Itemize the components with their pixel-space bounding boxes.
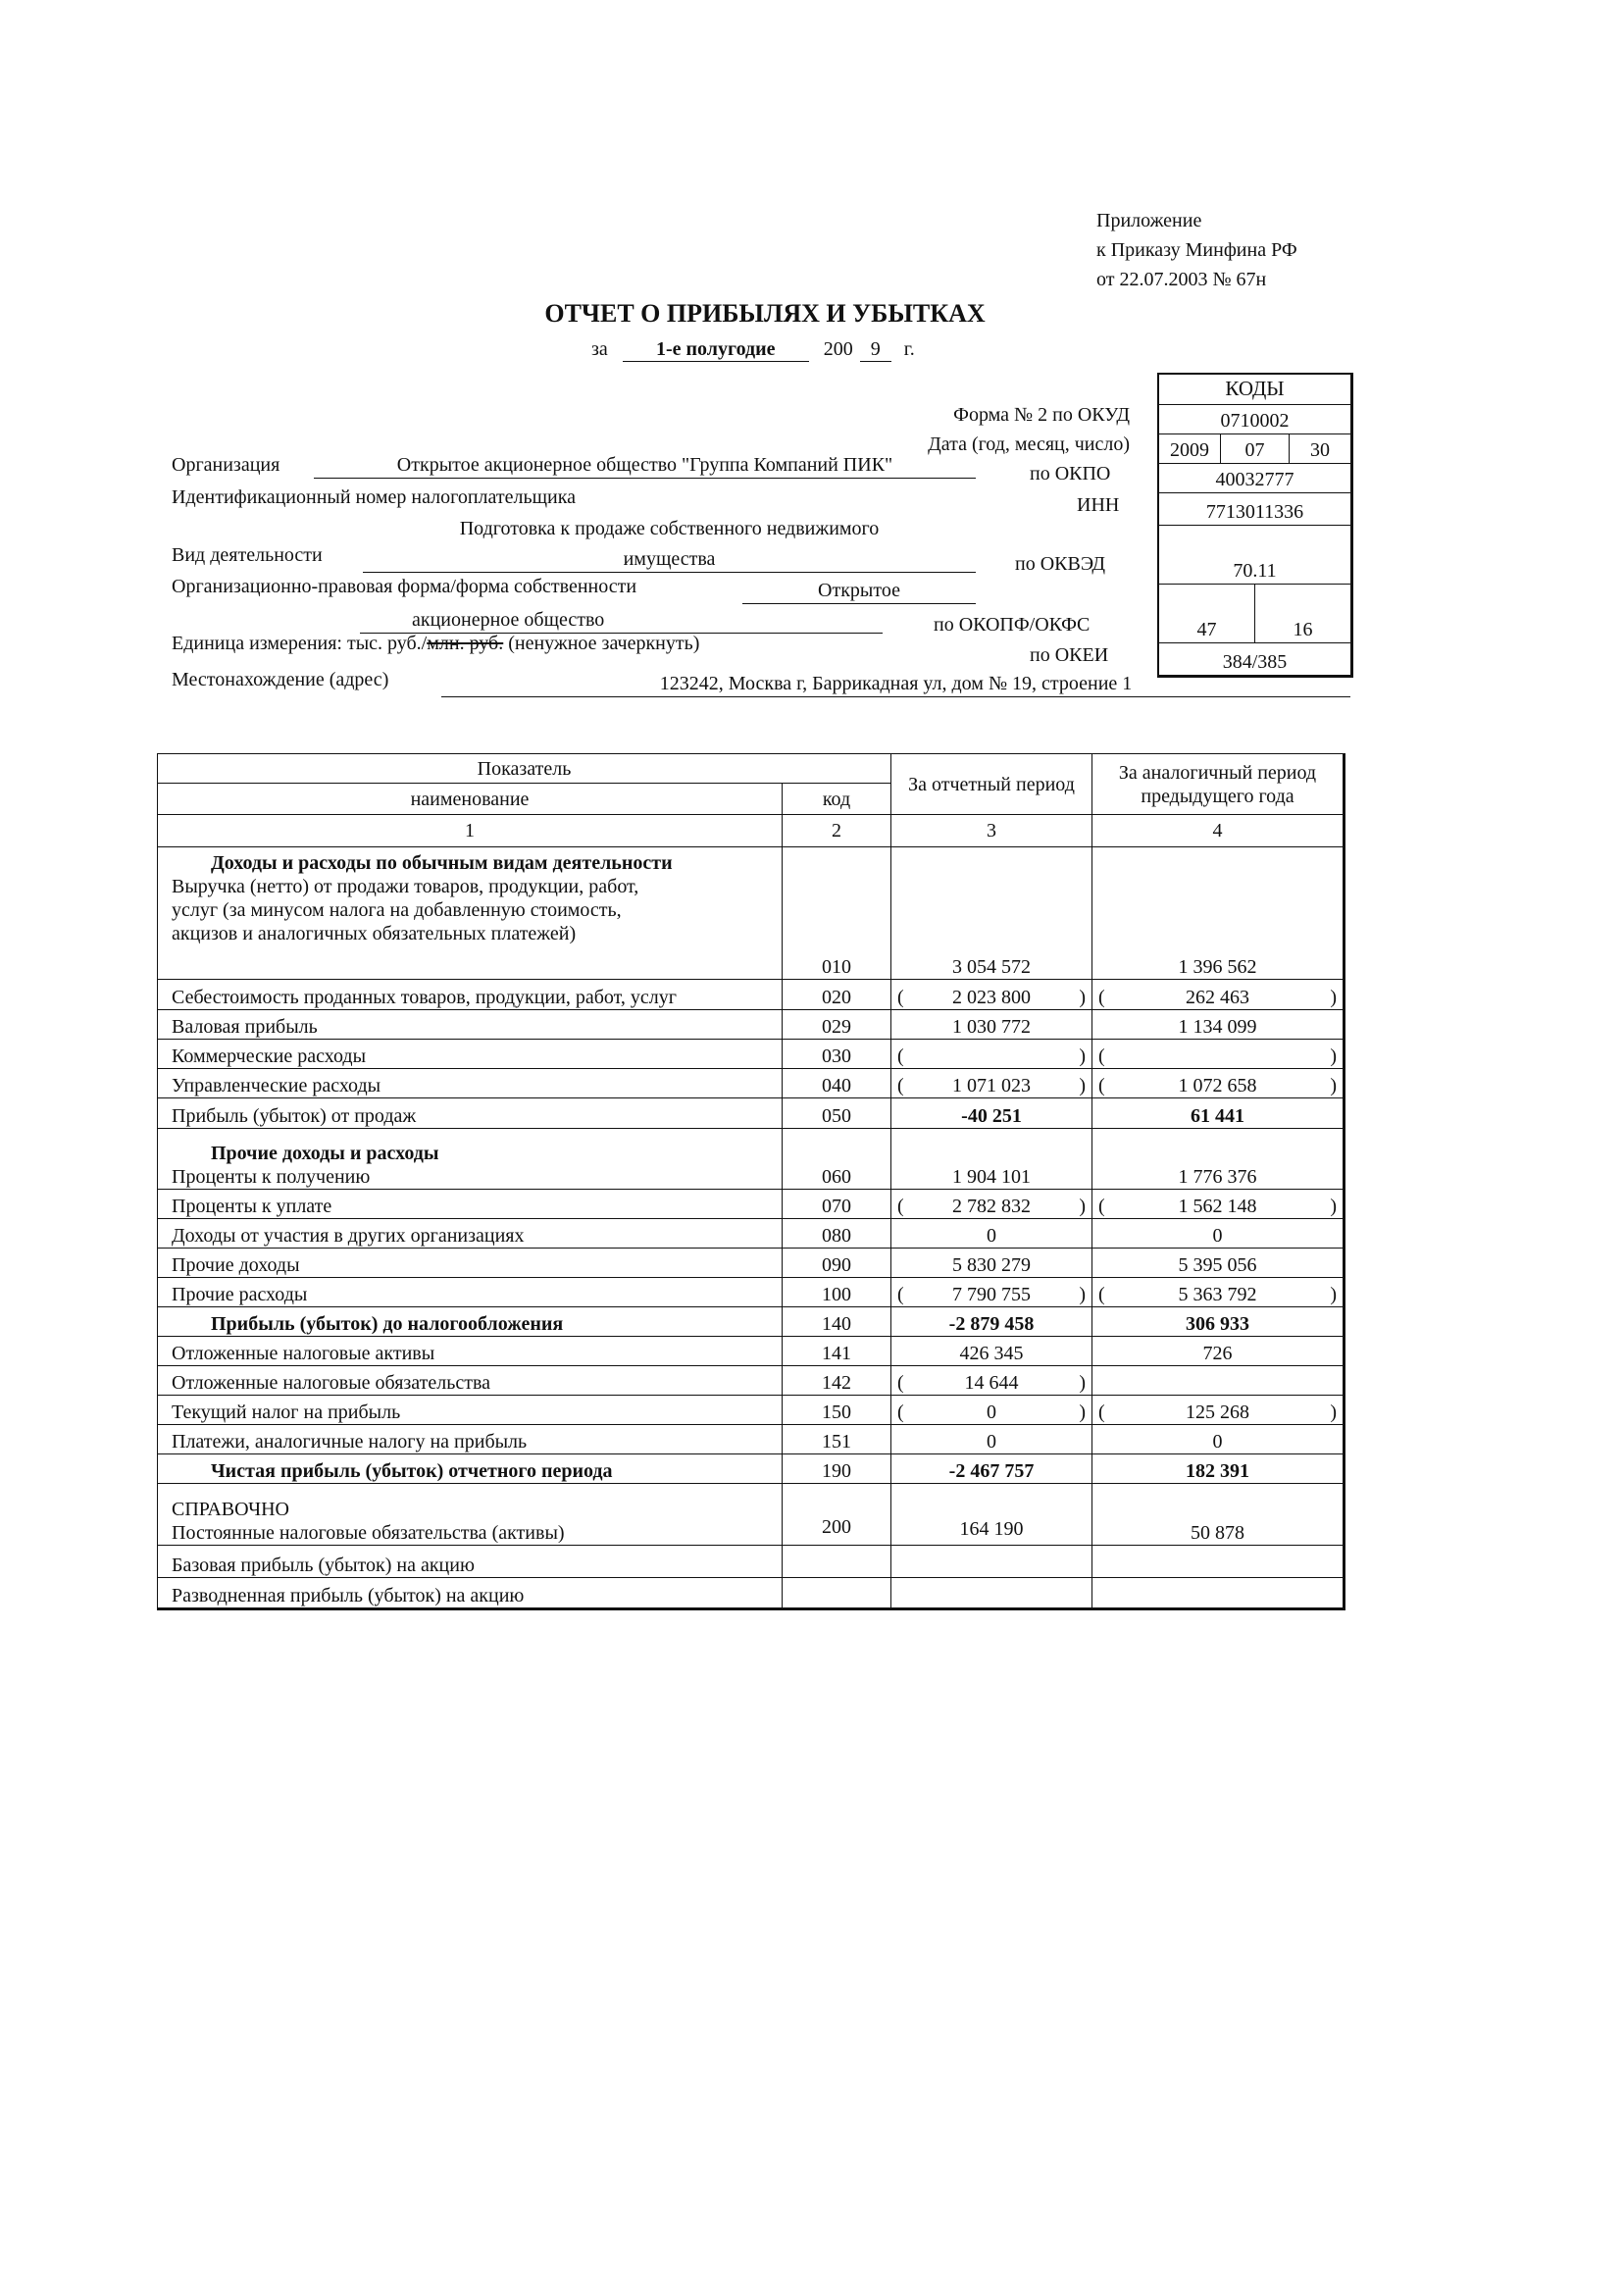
table-row xyxy=(158,1190,1345,1219)
activity-label: Вид деятельности xyxy=(172,544,323,566)
row-current: 3 054 572 xyxy=(891,847,1092,980)
row-current-value: 7 790 755 xyxy=(952,1284,1031,1305)
column-number-4: 4 xyxy=(1092,815,1345,847)
table-column-numbers-row xyxy=(158,815,1345,847)
row-name: Прибыль (убыток) от продаж xyxy=(158,1098,783,1129)
row-code: 151 xyxy=(783,1425,891,1454)
code-okei: 384/385 xyxy=(1222,651,1288,673)
row-previous: 0 xyxy=(1092,1219,1345,1249)
row-name xyxy=(158,847,783,980)
code-okopf: 47 xyxy=(1196,619,1217,640)
row-previous: 61 441 xyxy=(1092,1098,1345,1129)
codes-header-row xyxy=(1159,375,1350,404)
table-row xyxy=(158,1278,1345,1307)
row-previous: 1 134 099 xyxy=(1092,1010,1345,1040)
paren-open: ( xyxy=(897,1075,904,1096)
row-code: 020 xyxy=(783,980,891,1010)
activity-line-2: имущества xyxy=(363,546,976,573)
row-previous xyxy=(1092,1278,1345,1307)
legal-form-label: Организационно-правовая форма/форма собственности xyxy=(172,576,637,597)
paren-open: ( xyxy=(897,1196,904,1217)
paren-open: ( xyxy=(1098,987,1105,1008)
table-header-row xyxy=(158,754,1345,784)
codes-date-row xyxy=(1159,433,1350,463)
row-code: 029 xyxy=(783,1010,891,1040)
row-name: Валовая прибыль xyxy=(158,1010,783,1040)
header-indicator: Показатель xyxy=(158,754,891,784)
row-previous xyxy=(1092,1190,1345,1219)
row-current xyxy=(891,1366,1092,1396)
period-value: 1-е полугодие xyxy=(623,337,809,362)
report-period xyxy=(591,336,915,362)
row-current-value: 1 071 023 xyxy=(952,1075,1031,1096)
paren-close: ) xyxy=(1330,1196,1337,1217)
row-name-line: Проценты к получению xyxy=(172,1166,371,1188)
table-row xyxy=(158,1249,1345,1278)
row-previous xyxy=(1092,1069,1345,1098)
codes-okved-row xyxy=(1159,525,1350,584)
row-current xyxy=(891,1396,1092,1425)
row-name: Прочие расходы xyxy=(158,1278,783,1307)
period-prefix: за xyxy=(591,338,608,360)
row-name: Базовая прибыль (убыток) на акцию xyxy=(158,1546,783,1578)
row-previous xyxy=(1092,980,1345,1010)
row-code: 150 xyxy=(783,1396,891,1425)
report-title: ОТЧЕТ О ПРИБЫЛЯХ И УБЫТКАХ xyxy=(544,299,986,328)
row-code xyxy=(783,1578,891,1609)
code-okved: 70.11 xyxy=(1233,560,1277,582)
row-name-text: Прибыль (убыток) до налогообложения xyxy=(211,1313,564,1335)
column-number-3: 3 xyxy=(891,815,1092,847)
row-current: 426 345 xyxy=(891,1337,1092,1366)
row-code: 050 xyxy=(783,1098,891,1129)
paren-open: ( xyxy=(897,987,904,1008)
paren-open: ( xyxy=(897,1045,904,1067)
row-previous-value: 1 072 658 xyxy=(1178,1075,1257,1096)
codes-inn-row xyxy=(1159,492,1350,525)
table-row xyxy=(158,1307,1345,1337)
row-previous: 0 xyxy=(1092,1425,1345,1454)
appendix-line-3: от 22.07.2003 № 67н xyxy=(1096,269,1267,290)
period-suffix: г. xyxy=(903,338,915,360)
inn-label: ИНН xyxy=(1077,494,1120,516)
row-code: 141 xyxy=(783,1337,891,1366)
paren-close: ) xyxy=(1079,1045,1086,1067)
paren-open: ( xyxy=(1098,1284,1105,1305)
row-code: 070 xyxy=(783,1190,891,1219)
row-current: 164 190 xyxy=(891,1484,1092,1546)
codes-okei-row xyxy=(1159,642,1350,675)
table-row xyxy=(158,1396,1345,1425)
okopf-label: по ОКОПФ/ОКФС xyxy=(934,614,1091,636)
row-name: Доходы от участия в других организациях xyxy=(158,1219,783,1249)
row-previous: 1 776 376 xyxy=(1092,1129,1345,1190)
row-current: 5 830 279 xyxy=(891,1249,1092,1278)
table-row xyxy=(158,1454,1345,1484)
paren-close: ) xyxy=(1330,1075,1337,1096)
row-current: -2 879 458 xyxy=(891,1307,1092,1337)
paren-open: ( xyxy=(1098,1402,1105,1423)
address-value: 123242, Москва г, Баррикадная ул, дом № 19, строение 1 xyxy=(441,671,1350,697)
paren-open: ( xyxy=(897,1402,904,1423)
codes-header: КОДЫ xyxy=(1225,377,1285,400)
row-name: Управленческие расходы xyxy=(158,1069,783,1098)
legal-form-line-2: акционерное общество xyxy=(360,607,883,634)
row-previous-value: 5 363 792 xyxy=(1178,1284,1257,1305)
code-date-year: 2009 xyxy=(1170,439,1209,461)
row-name xyxy=(158,1484,783,1546)
row-previous xyxy=(1092,1396,1345,1425)
row-name: Отложенные налоговые активы xyxy=(158,1337,783,1366)
row-previous: 5 395 056 xyxy=(1092,1249,1345,1278)
row-previous: 726 xyxy=(1092,1337,1345,1366)
paren-close: ) xyxy=(1079,1075,1086,1096)
code-okpo: 40032777 xyxy=(1215,469,1294,490)
row-name-line: акцизов и аналогичных обязательных платежей) xyxy=(172,923,577,944)
table-row xyxy=(158,1040,1345,1069)
paren-close: ) xyxy=(1079,1372,1086,1394)
row-previous xyxy=(1092,1546,1345,1578)
row-name xyxy=(158,1307,783,1337)
row-previous xyxy=(1092,1366,1345,1396)
row-current: 1 030 772 xyxy=(891,1010,1092,1040)
row-previous-value: 125 268 xyxy=(1186,1402,1249,1423)
table-row xyxy=(158,1069,1345,1098)
row-current xyxy=(891,1546,1092,1578)
row-current xyxy=(891,1578,1092,1609)
income-statement-table xyxy=(157,753,1345,1610)
row-code: 142 xyxy=(783,1366,891,1396)
table-row xyxy=(158,1546,1345,1578)
row-code: 060 xyxy=(783,1129,891,1190)
paren-close: ) xyxy=(1079,987,1086,1008)
appendix-line-1: Приложение xyxy=(1096,210,1202,231)
row-code: 140 xyxy=(783,1307,891,1337)
row-name-line: услуг (за минусом налога на добавленную стоимость, xyxy=(172,899,622,921)
appendix-line-2: к Приказу Минфина РФ xyxy=(1096,239,1297,261)
row-current xyxy=(891,980,1092,1010)
table-row xyxy=(158,1484,1345,1546)
row-name: Себестоимость проданных товаров, продукции, работ, услуг xyxy=(158,980,783,1010)
period-year-prefix: 200 xyxy=(823,338,853,360)
organization-label: Организация xyxy=(172,454,280,476)
code-date-month: 07 xyxy=(1220,434,1289,463)
row-name xyxy=(158,1129,783,1190)
row-name-text: Чистая прибыль (убыток) отчетного периода xyxy=(211,1460,613,1482)
table-row xyxy=(158,1010,1345,1040)
row-current-value: 0 xyxy=(987,1402,996,1423)
row-previous: 50 878 xyxy=(1092,1484,1345,1546)
inn-full-label: Идентификационный номер налогоплательщика xyxy=(172,486,577,508)
header-name: наименование xyxy=(158,784,783,815)
period-year-digit: 9 xyxy=(860,337,891,362)
header-code: код xyxy=(783,784,891,815)
paren-open: ( xyxy=(897,1372,904,1394)
column-number-2: 2 xyxy=(783,815,891,847)
row-name xyxy=(158,1454,783,1484)
row-current-value: 2 023 800 xyxy=(952,987,1031,1008)
code-okud: 0710002 xyxy=(1220,410,1290,432)
row-previous: 306 933 xyxy=(1092,1307,1345,1337)
codes-okud-row xyxy=(1159,404,1350,433)
codes-box xyxy=(1157,373,1353,678)
row-code: 010 xyxy=(783,847,891,980)
row-code xyxy=(783,1546,891,1578)
paren-close: ) xyxy=(1079,1402,1086,1423)
row-current xyxy=(891,1040,1092,1069)
paren-close: ) xyxy=(1330,1402,1337,1423)
table-row xyxy=(158,1219,1345,1249)
paren-close: ) xyxy=(1079,1284,1086,1305)
unit-of-measure xyxy=(172,631,699,656)
section-heading: Доходы и расходы по обычным видам деятельности xyxy=(211,852,673,874)
unit-struck: млн. руб. xyxy=(427,633,504,654)
row-current: 0 xyxy=(891,1425,1092,1454)
row-current-value: 2 782 832 xyxy=(952,1196,1031,1217)
okud-label: Форма № 2 по ОКУД xyxy=(953,404,1130,426)
code-okfs: 16 xyxy=(1254,585,1350,642)
row-previous xyxy=(1092,1040,1345,1069)
row-previous: 1 396 562 xyxy=(1092,847,1345,980)
header-current: За отчетный период xyxy=(891,754,1092,815)
row-name: Прочие доходы xyxy=(158,1249,783,1278)
row-current: 0 xyxy=(891,1219,1092,1249)
activity-line-1: Подготовка к продаже собственного недвижимого xyxy=(459,518,880,539)
code-date-day: 30 xyxy=(1289,434,1350,463)
table-row xyxy=(158,1425,1345,1454)
okved-label: по ОКВЭД xyxy=(1015,553,1105,575)
codes-okopf-row xyxy=(1159,584,1350,642)
row-code: 100 xyxy=(783,1278,891,1307)
row-previous: 182 391 xyxy=(1092,1454,1345,1484)
row-code: 030 xyxy=(783,1040,891,1069)
header-previous: За аналогичный период предыдущего года xyxy=(1092,754,1345,815)
legal-form-line-1: Открытое xyxy=(742,578,976,604)
row-current: -40 251 xyxy=(891,1098,1092,1129)
row-code: 040 xyxy=(783,1069,891,1098)
row-name: Текущий налог на прибыль xyxy=(158,1396,783,1425)
row-current xyxy=(891,1069,1092,1098)
row-name: Разводненная прибыль (убыток) на акцию xyxy=(158,1578,783,1609)
column-number-1: 1 xyxy=(158,815,783,847)
unit-prefix: Единица измерения: тыс. руб./ xyxy=(172,633,428,654)
code-inn: 7713011336 xyxy=(1205,501,1304,523)
paren-close: ) xyxy=(1330,1284,1337,1305)
paren-open: ( xyxy=(1098,1045,1105,1067)
row-code: 190 xyxy=(783,1454,891,1484)
row-current: -2 467 757 xyxy=(891,1454,1092,1484)
paren-close: ) xyxy=(1330,987,1337,1008)
paren-close: ) xyxy=(1079,1196,1086,1217)
row-current xyxy=(891,1278,1092,1307)
okei-label: по ОКЕИ xyxy=(1030,644,1109,666)
table-row xyxy=(158,1578,1345,1609)
paren-open: ( xyxy=(1098,1196,1105,1217)
paren-open: ( xyxy=(1098,1075,1105,1096)
unit-suffix: (ненужное зачеркнуть) xyxy=(503,633,700,654)
table-row xyxy=(158,1366,1345,1396)
table-row xyxy=(158,1129,1345,1190)
organization-name: Открытое акционерное общество "Группа Компаний ПИК" xyxy=(314,452,976,479)
row-name: Платежи, аналогичные налогу на прибыль xyxy=(158,1425,783,1454)
row-previous xyxy=(1092,1578,1345,1609)
row-name: Проценты к уплате xyxy=(158,1190,783,1219)
address-label: Местонахождение (адрес) xyxy=(172,669,389,690)
table-row xyxy=(158,1098,1345,1129)
row-name: Коммерческие расходы xyxy=(158,1040,783,1069)
row-name: Отложенные налоговые обязательства xyxy=(158,1366,783,1396)
date-label: Дата (год, месяц, число) xyxy=(928,433,1130,455)
row-current-value: 14 644 xyxy=(964,1372,1019,1394)
row-current xyxy=(891,1190,1092,1219)
row-current: 1 904 101 xyxy=(891,1129,1092,1190)
row-code: 080 xyxy=(783,1219,891,1249)
row-previous-value: 1 562 148 xyxy=(1178,1196,1257,1217)
row-name-line: Постоянные налоговые обязательства (активы) xyxy=(172,1522,565,1544)
section-heading: Прочие доходы и расходы xyxy=(211,1143,439,1164)
row-code: 090 xyxy=(783,1249,891,1278)
okpo-label: по ОКПО xyxy=(1030,463,1111,484)
table-row xyxy=(158,1337,1345,1366)
section-heading: СПРАВОЧНО xyxy=(172,1499,289,1520)
table-row xyxy=(158,847,1345,980)
row-name-line: Выручка (нетто) от продажи товаров, продукции, работ, xyxy=(172,876,639,897)
row-code: 200 xyxy=(783,1484,891,1546)
table-row xyxy=(158,980,1345,1010)
paren-open: ( xyxy=(897,1284,904,1305)
paren-close: ) xyxy=(1330,1045,1337,1067)
row-previous-value: 262 463 xyxy=(1186,987,1249,1008)
codes-okpo-row xyxy=(1159,463,1350,492)
